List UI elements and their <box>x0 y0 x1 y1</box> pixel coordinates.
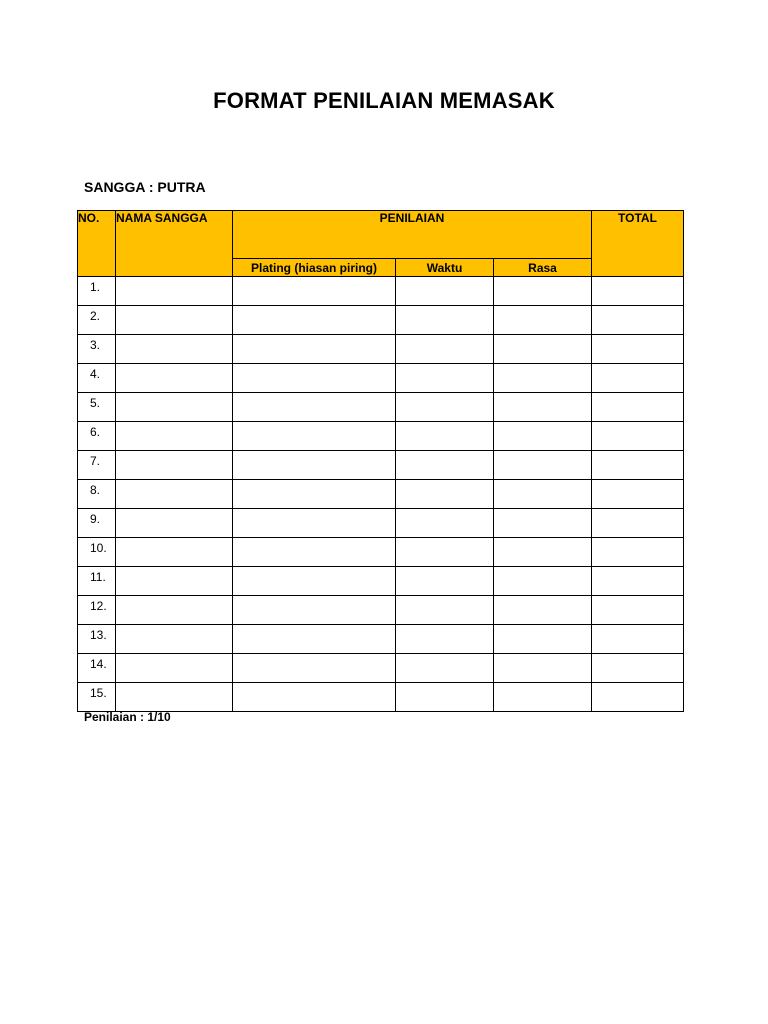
cell-waktu[interactable] <box>396 422 494 451</box>
table-row <box>78 422 684 451</box>
table-row <box>78 480 684 509</box>
row-number: 2. <box>78 306 116 335</box>
cell-plating[interactable] <box>233 335 396 364</box>
cell-waktu[interactable] <box>396 393 494 422</box>
cell-rasa[interactable] <box>494 306 592 335</box>
table-row <box>78 567 684 596</box>
cell-total[interactable] <box>592 422 684 451</box>
cell-rasa[interactable] <box>494 451 592 480</box>
cell-nama-sangga[interactable] <box>116 625 233 654</box>
cell-plating[interactable] <box>233 306 396 335</box>
cell-nama-sangga[interactable] <box>116 335 233 364</box>
cell-rasa[interactable] <box>494 596 592 625</box>
table-row <box>78 509 684 538</box>
row-number: 6. <box>78 422 116 451</box>
cell-total[interactable] <box>592 567 684 596</box>
cell-rasa[interactable] <box>494 480 592 509</box>
table-row <box>78 538 684 567</box>
row-number: 9. <box>78 509 116 538</box>
row-number: 4. <box>78 364 116 393</box>
table-row <box>78 335 684 364</box>
cell-nama-sangga[interactable] <box>116 538 233 567</box>
cell-nama-sangga[interactable] <box>116 509 233 538</box>
row-number: 15. <box>78 683 116 712</box>
cell-rasa[interactable] <box>494 625 592 654</box>
cell-total[interactable] <box>592 451 684 480</box>
cell-waktu[interactable] <box>396 335 494 364</box>
cell-waktu[interactable] <box>396 277 494 306</box>
cell-waktu[interactable] <box>396 480 494 509</box>
row-number: 10. <box>78 538 116 567</box>
cell-total[interactable] <box>592 306 684 335</box>
table-row <box>78 306 684 335</box>
cell-total[interactable] <box>592 335 684 364</box>
cell-rasa[interactable] <box>494 335 592 364</box>
cell-waktu[interactable] <box>396 306 494 335</box>
cell-nama-sangga[interactable] <box>116 451 233 480</box>
row-number: 3. <box>78 335 116 364</box>
cell-plating[interactable] <box>233 277 396 306</box>
table-row <box>78 451 684 480</box>
row-number: 14. <box>78 654 116 683</box>
header-rasa: Rasa <box>494 259 592 277</box>
table-header-row <box>78 211 684 259</box>
header-no: NO. <box>78 211 116 277</box>
row-number: 5. <box>78 393 116 422</box>
table-row <box>78 364 684 393</box>
cell-plating[interactable] <box>233 538 396 567</box>
cell-rasa[interactable] <box>494 683 592 712</box>
cell-nama-sangga[interactable] <box>116 277 233 306</box>
cell-plating[interactable] <box>233 393 396 422</box>
cell-total[interactable] <box>592 683 684 712</box>
cell-rasa[interactable] <box>494 538 592 567</box>
cell-plating[interactable] <box>233 683 396 712</box>
cell-waktu[interactable] <box>396 451 494 480</box>
cell-total[interactable] <box>592 277 684 306</box>
cell-nama-sangga[interactable] <box>116 306 233 335</box>
cell-rasa[interactable] <box>494 364 592 393</box>
row-number: 13. <box>78 625 116 654</box>
cell-plating[interactable] <box>233 451 396 480</box>
page-title: FORMAT PENILAIAN MEMASAK <box>213 88 555 113</box>
cell-rasa[interactable] <box>494 277 592 306</box>
table-row <box>78 683 684 712</box>
cell-nama-sangga[interactable] <box>116 422 233 451</box>
cell-plating[interactable] <box>233 596 396 625</box>
cell-waktu[interactable] <box>396 538 494 567</box>
cell-waktu[interactable] <box>396 567 494 596</box>
cell-nama-sangga[interactable] <box>116 480 233 509</box>
cell-nama-sangga[interactable] <box>116 654 233 683</box>
scoring-note: Penilaian : 1/10 <box>84 710 171 724</box>
cell-plating[interactable] <box>233 480 396 509</box>
table-row <box>78 596 684 625</box>
cell-plating[interactable] <box>233 364 396 393</box>
row-number: 11. <box>78 567 116 596</box>
cell-rasa[interactable] <box>494 393 592 422</box>
cell-waktu[interactable] <box>396 596 494 625</box>
cell-plating[interactable] <box>233 422 396 451</box>
cell-waktu[interactable] <box>396 654 494 683</box>
cell-total[interactable] <box>592 480 684 509</box>
cell-rasa[interactable] <box>494 567 592 596</box>
row-number: 7. <box>78 451 116 480</box>
cell-total[interactable] <box>592 654 684 683</box>
table-row <box>78 625 684 654</box>
cell-nama-sangga[interactable] <box>116 683 233 712</box>
cell-rasa[interactable] <box>494 509 592 538</box>
header-nama-sangga: NAMA SANGGA <box>116 211 233 277</box>
cell-nama-sangga[interactable] <box>116 364 233 393</box>
row-number: 1. <box>78 277 116 306</box>
cell-total[interactable] <box>592 625 684 654</box>
table-row <box>78 277 684 306</box>
table-row <box>78 654 684 683</box>
cell-plating[interactable] <box>233 509 396 538</box>
cell-rasa[interactable] <box>494 422 592 451</box>
cell-total[interactable] <box>592 538 684 567</box>
row-number: 12. <box>78 596 116 625</box>
header-plating: Plating (hiasan piring) <box>233 259 396 277</box>
cell-rasa[interactable] <box>494 654 592 683</box>
cell-total[interactable] <box>592 393 684 422</box>
cell-waktu[interactable] <box>396 625 494 654</box>
cell-waktu[interactable] <box>396 364 494 393</box>
row-number: 8. <box>78 480 116 509</box>
cell-plating[interactable] <box>233 625 396 654</box>
cell-waktu[interactable] <box>396 509 494 538</box>
table-row <box>78 393 684 422</box>
cell-nama-sangga[interactable] <box>116 567 233 596</box>
cell-nama-sangga[interactable] <box>116 596 233 625</box>
cell-total[interactable] <box>592 364 684 393</box>
header-waktu: Waktu <box>396 259 494 277</box>
header-penilaian: PENILAIAN <box>233 211 592 259</box>
cell-plating[interactable] <box>233 654 396 683</box>
cell-nama-sangga[interactable] <box>116 393 233 422</box>
group-label: SANGGA : PUTRA <box>84 179 206 195</box>
header-total: TOTAL <box>592 211 684 277</box>
cell-waktu[interactable] <box>396 683 494 712</box>
cell-total[interactable] <box>592 509 684 538</box>
score-table <box>77 210 684 712</box>
cell-plating[interactable] <box>233 567 396 596</box>
cell-total[interactable] <box>592 596 684 625</box>
